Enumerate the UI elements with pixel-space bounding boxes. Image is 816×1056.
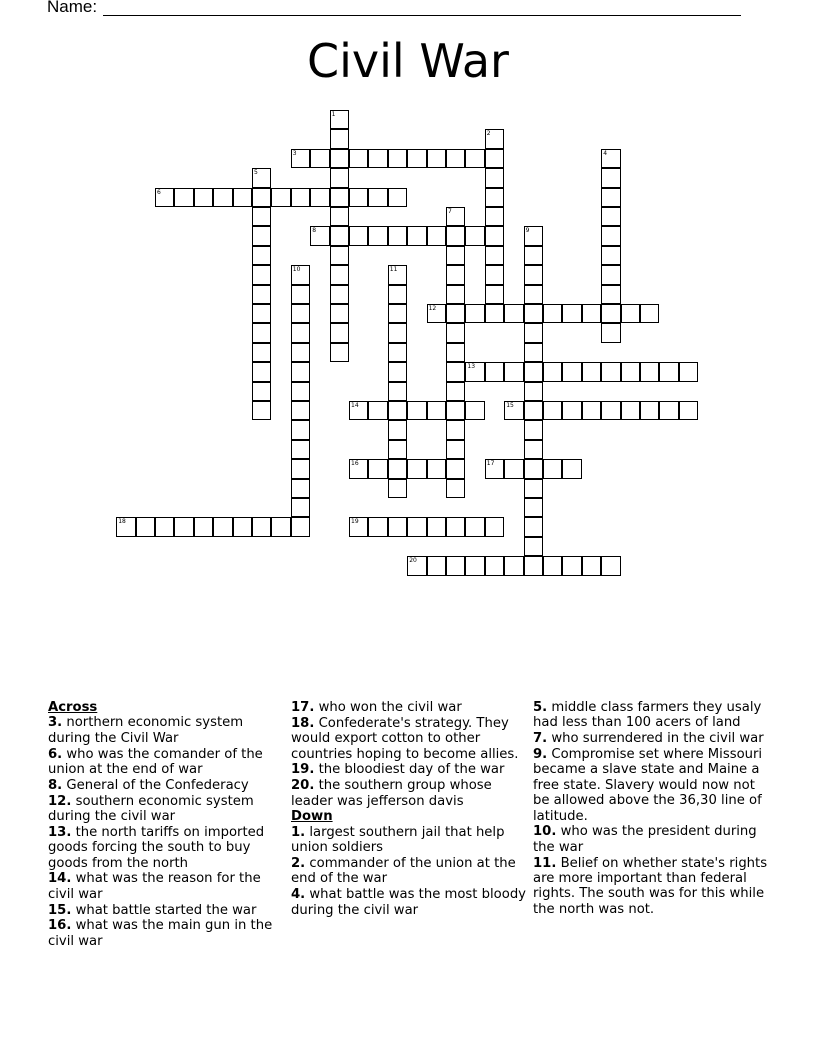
clue-item: 5. middle class farmers they usaly had less than 100 acers of land [533, 700, 762, 731]
clue-item: 16. what was the main gun in the civil war [48, 918, 273, 949]
grid-cell[interactable] [252, 207, 271, 226]
grid-cell[interactable] [291, 149, 310, 168]
grid-cell[interactable] [252, 188, 271, 207]
clue-item: 9. Compromise set where Missouri became a slave state and Maine a free state. Slavery would now not be allowed above the 36,30 line of latitude. [533, 747, 763, 824]
page-title: Civil War [307, 34, 509, 88]
grid-cell[interactable] [407, 556, 426, 575]
grid-cell[interactable] [252, 304, 271, 323]
grid-cell[interactable] [368, 188, 387, 207]
clue-number: 1 [331, 111, 336, 118]
grid-cell[interactable] [446, 285, 465, 304]
grid-cell[interactable] [446, 207, 465, 226]
grid-cell[interactable] [388, 343, 407, 362]
grid-cell[interactable] [291, 517, 310, 536]
grid-cell[interactable] [155, 188, 174, 207]
grid-cell[interactable] [621, 304, 640, 323]
grid-cell[interactable] [582, 304, 601, 323]
grid-cell[interactable] [640, 304, 659, 323]
grid-cell[interactable] [310, 226, 329, 245]
grid-cell[interactable] [388, 401, 407, 420]
clue-item: 8. General of the Confederacy [48, 777, 249, 793]
grid-cell[interactable] [601, 556, 620, 575]
grid-cell[interactable] [485, 304, 504, 323]
grid-cell[interactable] [524, 401, 543, 420]
clue-number: 12 [428, 305, 437, 312]
grid-cell[interactable] [291, 498, 310, 517]
clue-number: 8 [312, 227, 317, 235]
grid-cell[interactable] [446, 226, 465, 245]
grid-cell[interactable] [388, 149, 407, 168]
grid-cell[interactable] [368, 459, 387, 478]
grid-cell[interactable] [446, 440, 465, 459]
grid-cell[interactable] [291, 420, 310, 439]
grid-cell[interactable] [291, 459, 310, 478]
clue-number: 13 [467, 363, 476, 371]
clue-item: 12. southern economic system during the civil war [48, 793, 254, 825]
grid-cell[interactable] [485, 226, 504, 245]
clue-heading: Down [291, 809, 333, 825]
grid-cell[interactable] [504, 401, 523, 420]
grid-cell[interactable] [562, 459, 581, 478]
clue-item: 6. who was the comander of the union at the end of war [48, 746, 263, 778]
grid-cell[interactable] [310, 149, 329, 168]
grid-cell[interactable] [601, 246, 620, 265]
grid-cell[interactable] [252, 401, 271, 420]
clue-number: 9 [525, 227, 530, 235]
grid-cell[interactable] [446, 479, 465, 498]
clue-item: 18. Confederate's strategy. They would export cotton to other countries hoping to become allies. [291, 715, 519, 762]
grid-cell[interactable] [582, 401, 601, 420]
grid-cell[interactable] [679, 362, 698, 381]
grid-cell[interactable] [252, 246, 271, 265]
grid-cell[interactable] [485, 168, 504, 187]
grid-cell[interactable] [446, 343, 465, 362]
grid-cell[interactable] [252, 323, 271, 342]
grid-cell[interactable] [543, 362, 562, 381]
grid-cell[interactable] [485, 207, 504, 226]
grid-cell[interactable] [388, 285, 407, 304]
clue-number: 7 [448, 208, 452, 215]
grid-cell[interactable] [601, 188, 620, 207]
grid-cell[interactable] [388, 362, 407, 381]
grid-cell[interactable] [291, 304, 310, 323]
grid-cell[interactable] [174, 188, 193, 207]
clue-item: 17. who won the civil war [291, 700, 462, 715]
grid-cell[interactable] [388, 440, 407, 459]
clue-number: 20 [409, 557, 417, 565]
grid-cell[interactable] [427, 149, 446, 168]
grid-cell[interactable] [388, 420, 407, 439]
grid-cell[interactable] [388, 517, 407, 536]
grid-cell[interactable] [601, 323, 620, 342]
clue-item: 20. the southern group whose leader was jefferson davis [291, 778, 492, 809]
grid-cell[interactable] [427, 304, 446, 323]
grid-cell[interactable] [601, 304, 620, 323]
clue-item: 13. the north tariffs on imported goods forcing the south to buy goods from the north [48, 824, 265, 871]
grid-cell[interactable] [640, 401, 659, 420]
grid-cell[interactable] [291, 382, 310, 401]
grid-cell[interactable] [485, 517, 504, 536]
grid-cell[interactable] [388, 323, 407, 342]
grid-cell[interactable] [485, 459, 504, 478]
grid-cell[interactable] [504, 304, 523, 323]
grid-cell[interactable] [524, 226, 543, 245]
grid-cell[interactable] [136, 517, 155, 536]
grid-cell[interactable] [446, 246, 465, 265]
grid-cell[interactable] [582, 556, 601, 575]
grid-cell[interactable] [465, 362, 484, 381]
grid-cell[interactable] [524, 343, 543, 362]
clue-number: 17 [486, 460, 495, 468]
clue-number: 6 [157, 188, 161, 196]
clue-item: 1. largest southern jail that help union soldiers [291, 824, 505, 856]
name-label: Name: [47, 0, 98, 16]
grid-cell[interactable] [174, 517, 193, 536]
grid-cell[interactable] [504, 556, 523, 575]
grid-cell[interactable] [388, 188, 407, 207]
clue-item: 14. what was the reason for the civil war [48, 871, 261, 902]
clue-number: 19 [351, 518, 359, 526]
grid-cell[interactable] [465, 226, 484, 245]
grid-cell[interactable] [446, 517, 465, 536]
clue-number: 10 [292, 266, 301, 274]
grid-cell[interactable] [465, 556, 484, 575]
grid-cell[interactable] [213, 188, 232, 207]
grid-cell[interactable] [543, 401, 562, 420]
grid-cell[interactable] [485, 246, 504, 265]
clue-item: 11. Belief on whether state's rights are more important than federal rights. The south was for this while the north was not. [533, 855, 768, 917]
grid-cell[interactable] [155, 517, 174, 536]
grid-cell[interactable] [233, 188, 252, 207]
grid-cell[interactable] [621, 401, 640, 420]
grid-cell[interactable] [524, 440, 543, 459]
clue-number: 3 [292, 149, 297, 157]
clue-number: 2 [486, 130, 491, 138]
grid-cell[interactable] [252, 265, 271, 284]
grid-cell[interactable] [291, 188, 310, 207]
grid-cell[interactable] [252, 517, 271, 536]
grid-cell[interactable] [252, 382, 271, 401]
grid-cell[interactable] [562, 556, 581, 575]
clue-number: 15 [506, 402, 514, 409]
grid-cell[interactable] [446, 362, 465, 381]
grid-cell[interactable] [601, 265, 620, 284]
grid-cell[interactable] [368, 401, 387, 420]
grid-cell[interactable] [330, 188, 349, 207]
grid-cell[interactable] [291, 362, 310, 381]
clue-item: 19. the bloodiest day of the war [291, 762, 505, 778]
grid-cell[interactable] [485, 149, 504, 168]
grid-cell[interactable] [368, 149, 387, 168]
grid-cell[interactable] [601, 226, 620, 245]
grid-cell[interactable] [427, 401, 446, 420]
grid-cell[interactable] [349, 459, 368, 478]
grid-cell[interactable] [524, 246, 543, 265]
grid-cell[interactable] [485, 188, 504, 207]
grid-cell[interactable] [310, 188, 329, 207]
grid-cell[interactable] [116, 517, 135, 536]
clue-number: 4 [603, 149, 608, 157]
grid-cell[interactable] [407, 517, 426, 536]
grid-cell[interactable] [659, 362, 678, 381]
clue-number: 16 [351, 460, 359, 468]
grid-cell[interactable] [252, 226, 271, 245]
grid-cell[interactable] [524, 459, 543, 478]
clue-column-1 [48, 700, 278, 950]
clue-item: 3. northern economic system during the Civil War [48, 715, 244, 746]
grid-cell[interactable] [524, 265, 543, 284]
grid-cell[interactable] [601, 207, 620, 226]
grid-cell[interactable] [601, 149, 620, 168]
grid-cell[interactable] [446, 420, 465, 439]
grid-cell[interactable] [446, 323, 465, 342]
grid-cell[interactable] [194, 188, 213, 207]
grid-cell[interactable] [291, 479, 310, 498]
grid-cell[interactable] [524, 362, 543, 381]
grid-cell[interactable] [427, 556, 446, 575]
grid-cell[interactable] [330, 129, 349, 148]
grid-cell[interactable] [601, 362, 620, 381]
grid-cell[interactable] [582, 362, 601, 381]
grid-cell[interactable] [349, 149, 368, 168]
grid-cell[interactable] [388, 459, 407, 478]
grid-cell[interactable] [524, 479, 543, 498]
grid-cell[interactable] [330, 207, 349, 226]
grid-cell[interactable] [427, 517, 446, 536]
clue-number: 18 [118, 518, 126, 526]
grid-cell[interactable] [524, 556, 543, 575]
grid-cell[interactable] [368, 226, 387, 245]
grid-cell[interactable] [407, 149, 426, 168]
grid-cell[interactable] [407, 401, 426, 420]
grid-cell[interactable] [388, 382, 407, 401]
grid-cell[interactable] [465, 149, 484, 168]
grid-cell[interactable] [291, 440, 310, 459]
clue-number: 11 [389, 266, 398, 274]
grid-cell[interactable] [271, 188, 290, 207]
grid-cell[interactable] [349, 517, 368, 536]
grid-cell[interactable] [446, 401, 465, 420]
grid-cell[interactable] [407, 226, 426, 245]
grid-cell[interactable] [504, 459, 523, 478]
grid-cell[interactable] [252, 362, 271, 381]
clue-number: 14 [351, 402, 359, 409]
grid-cell[interactable] [233, 517, 252, 536]
grid-cell[interactable] [446, 382, 465, 401]
grid-cell[interactable] [562, 362, 581, 381]
grid-cell[interactable] [252, 285, 271, 304]
grid-cell[interactable] [679, 401, 698, 420]
grid-cell[interactable] [485, 265, 504, 284]
clue-item: 15. what battle started the war [48, 902, 257, 918]
grid-cell[interactable] [524, 382, 543, 401]
grid-cell[interactable] [446, 149, 465, 168]
grid-cell[interactable] [330, 323, 349, 342]
grid-cell[interactable] [368, 517, 387, 536]
grid-cell[interactable] [330, 246, 349, 265]
grid-cell[interactable] [543, 556, 562, 575]
grid-cell[interactable] [349, 401, 368, 420]
grid-cell[interactable] [330, 343, 349, 362]
grid-cell[interactable] [601, 168, 620, 187]
grid-cell[interactable] [562, 304, 581, 323]
grid-cell[interactable] [543, 304, 562, 323]
grid-cell[interactable] [485, 556, 504, 575]
grid-cell[interactable] [485, 129, 504, 148]
grid-cell[interactable] [291, 265, 310, 284]
grid-cell[interactable] [465, 517, 484, 536]
clue-heading: Across [48, 700, 98, 715]
grid-cell[interactable] [524, 304, 543, 323]
grid-cell[interactable] [504, 362, 523, 381]
grid-cell[interactable] [291, 285, 310, 304]
grid-cell[interactable] [485, 362, 504, 381]
grid-cell[interactable] [349, 188, 368, 207]
grid-cell[interactable] [291, 401, 310, 420]
grid-cell[interactable] [330, 149, 349, 168]
grid-cell[interactable] [330, 304, 349, 323]
grid-cell[interactable] [330, 265, 349, 284]
clue-item: 2. commander of the union at the end of the war [291, 856, 516, 887]
grid-cell[interactable] [601, 285, 620, 304]
grid-cell[interactable] [330, 285, 349, 304]
grid-cell[interactable] [330, 168, 349, 187]
grid-cell[interactable] [524, 420, 543, 439]
grid-cell[interactable] [446, 304, 465, 323]
clue-item: 10. who was the president during the war [533, 824, 757, 855]
grid-cell[interactable] [271, 517, 290, 536]
grid-cell[interactable] [427, 226, 446, 245]
clue-item: 4. what battle was the most bloody during the civil war [291, 887, 526, 918]
grid-cell[interactable] [388, 304, 407, 323]
grid-cell[interactable] [659, 401, 678, 420]
grid-cell[interactable] [291, 343, 310, 362]
grid-cell[interactable] [465, 401, 484, 420]
clue-column-2 [291, 700, 527, 918]
grid-cell[interactable] [562, 401, 581, 420]
grid-cell[interactable] [427, 459, 446, 478]
grid-cell[interactable] [194, 517, 213, 536]
grid-cell[interactable] [330, 110, 349, 129]
grid-cell[interactable] [465, 304, 484, 323]
clue-item: 7. who surrendered in the civil war [533, 731, 764, 747]
grid-cell[interactable] [349, 226, 368, 245]
grid-cell[interactable] [640, 362, 659, 381]
grid-cell[interactable] [213, 517, 232, 536]
grid-cell[interactable] [291, 323, 310, 342]
grid-cell[interactable] [524, 517, 543, 536]
grid-cell[interactable] [252, 343, 271, 362]
grid-cell[interactable] [388, 226, 407, 245]
grid-cell[interactable] [446, 265, 465, 284]
grid-cell[interactable] [524, 285, 543, 304]
grid-cell[interactable] [446, 556, 465, 575]
clue-number: 5 [254, 169, 258, 177]
grid-cell[interactable] [485, 285, 504, 304]
grid-cell[interactable] [524, 537, 543, 556]
grid-cell[interactable] [543, 459, 562, 478]
grid-cell[interactable] [446, 459, 465, 478]
grid-cell[interactable] [524, 498, 543, 517]
grid-cell[interactable] [388, 479, 407, 498]
grid-cell[interactable] [407, 459, 426, 478]
grid-cell[interactable] [252, 168, 271, 187]
grid-cell[interactable] [330, 226, 349, 245]
clue-column-3 [533, 700, 769, 918]
grid-cell[interactable] [524, 323, 543, 342]
grid-cell[interactable] [621, 362, 640, 381]
grid-cell[interactable] [601, 401, 620, 420]
grid-cell[interactable] [388, 265, 407, 284]
